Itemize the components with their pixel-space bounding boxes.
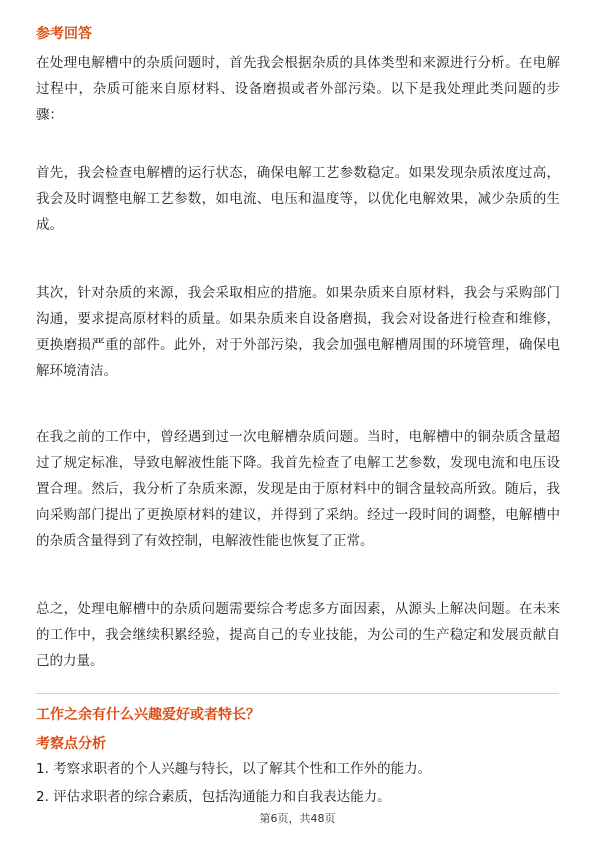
analysis-point-2: 2. 评估求职者的综合素质，包括沟通能力和自我表达能力。 (36, 789, 391, 805)
analysis-point-1: 1. 考察求职者的个人兴趣与特长，以了解其个性和工作外的能力。 (36, 761, 432, 777)
answer-paragraph-1: 在处理电解槽中的杂质问题时，首先我会根据杂质的具体类型和来源进行分析。在电解过程中，杂质可能来自原材料、设备磨损或者外部污染。以下是我处理此类问题的步骤： (36, 55, 560, 123)
answer-paragraph-3: 其次，针对杂质的来源，我会采取相应的措施。如果杂质来自原材料，我会与采购部门沟通，要求提高原材料的质量。如果杂质来自设备磨损，我会对设备进行检查和维修，更换磨损严重的部件。此外，对于外部污染，我会加强电解槽周围的环境管理，确保电解环境清洁。 (36, 285, 560, 379)
answer-heading: 参考回答 (36, 26, 92, 42)
answer-paragraph-4: 在我之前的工作中，曾经遇到过一次电解槽杂质问题。当时，电解槽中的铜杂质含量超过了规定标准，导致电解液性能下降。我首先检查了电解工艺参数，发现电流和电压设置合理。然后，我分析了杂质来源，发现是由于原材料中的铜含量较高所致。随后，我向采购部门提出了更换原材料的建议，并得到了采纳。经过一段时间的调整，电解槽中的杂质含量得到了有效控制，电解液性能也恢复了正常。 (36, 429, 560, 549)
answer-paragraph-2: 首先，我会检查电解槽的运行状态，确保电解工艺参数稳定。如果发现杂质浓度过高，我会及时调整电解工艺参数，如电流、电压和温度等，以优化电解效果，减少杂质的生成。 (36, 165, 560, 233)
section-divider (36, 693, 559, 694)
page-footer: 第6页，共48页 (259, 812, 336, 825)
analysis-heading: 考察点分析 (36, 736, 106, 752)
answer-paragraph-5: 总之，处理电解槽中的杂质问题需要综合考虑多方面因素，从源头上解决问题。在未来的工作中，我会继续积累经验，提高自己的专业技能，为公司的生产稳定和发展贡献自己的力量。 (36, 601, 560, 669)
question-title: 工作之余有什么兴趣爱好或者特长？ (36, 707, 260, 723)
